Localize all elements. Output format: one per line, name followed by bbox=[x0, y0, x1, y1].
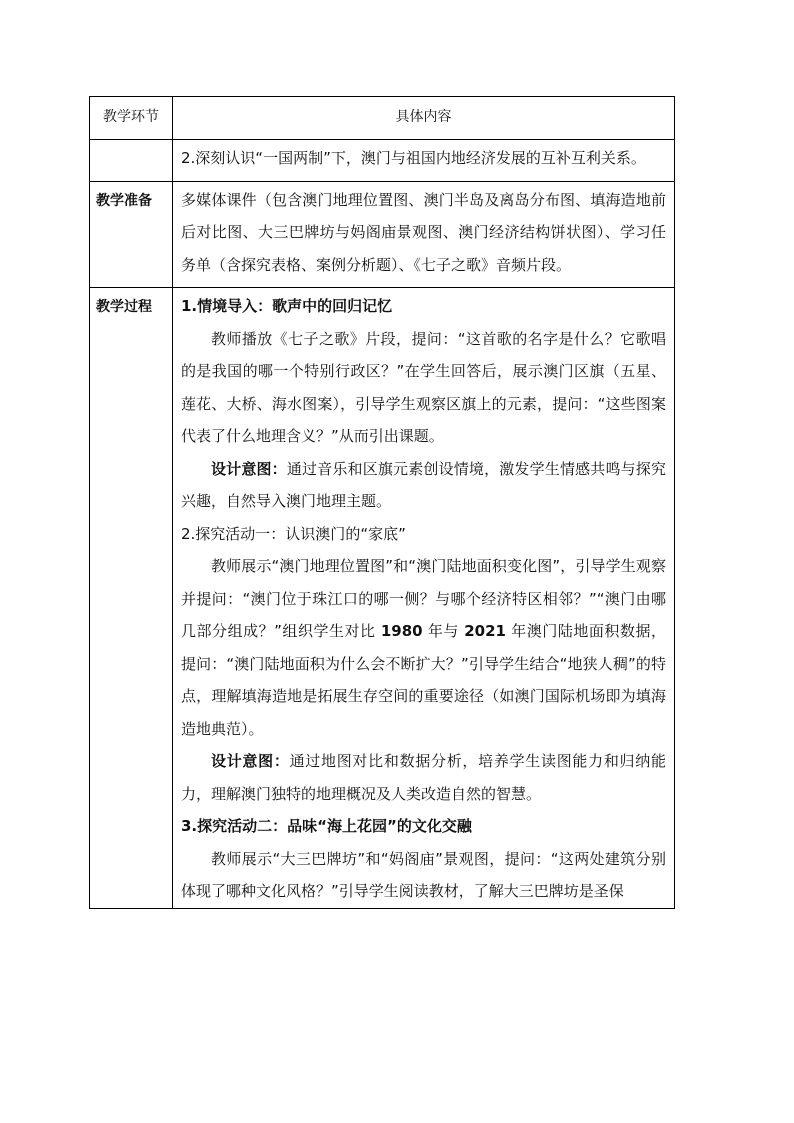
prep-cell bbox=[173, 181, 675, 288]
table-header-row bbox=[90, 97, 675, 140]
header-cell-content bbox=[173, 97, 675, 140]
goal-cell bbox=[173, 140, 675, 182]
process-label: 教学过程 bbox=[90, 288, 173, 909]
empty-label-cell bbox=[90, 140, 173, 182]
text-run: 年澳门陆地面积数据，提问：“澳门陆地面积为什么会不断扩大？”引导学生结合“地狭人稠”的特点，理解填海造地是拓展生存空间的重要途径（如澳门国际机场即为填海造地典范）。 bbox=[181, 622, 666, 738]
section-text: 教师播放《七子之歌》片段，提问：“这首歌的名字是什么？它歌唱的是我国的哪一个特别行政区？”在学生回答后，展示澳门区旗（五星、莲花、大桥、海水图案），引导学生观察区旗上的元素，提问：“这些图案代表了什么地理含义？”从而引出课题。 bbox=[181, 329, 666, 445]
table-row bbox=[90, 140, 675, 182]
design-intent-text: 通过地图对比和数据分析，培养学生读图能力和归纳能力，理解澳门独特的地理概况及人类改造自然的智慧。 bbox=[181, 752, 666, 803]
lesson-plan-table bbox=[89, 96, 675, 909]
section-text bbox=[181, 550, 666, 745]
year-value: 1980 bbox=[380, 622, 423, 640]
design-intent-label: 设计意图： bbox=[211, 459, 287, 478]
header-cell-stage bbox=[90, 97, 173, 140]
design-intent-label: 设计意图： bbox=[211, 752, 290, 770]
section-title: 1.情境导入：歌声中的回归记忆 bbox=[181, 297, 393, 315]
design-intent bbox=[181, 453, 666, 518]
prep-text: 多媒体课件（包含澳门地理位置图、澳门半岛及离岛分布图、填海造地前后对比图、大三巴牌坊与妈阁庙景观图、澳门经济结构饼状图）、学习任务单（含探究表格、案例分析题）、《七子之歌》音频片段。 bbox=[181, 190, 666, 274]
goal-text: 2.深刻认识“一国两制”下，澳门与祖国内地经济发展的互补互利关系。 bbox=[181, 149, 646, 167]
text-run: 教师展示“澳门地理位置图”和“澳门陆地面积变化图”，引导学生观察并提问：“澳门位于珠江口的哪一侧？与哪个经济特区相邻？”“澳门由哪几部分组成？”组织学生对比 bbox=[181, 557, 666, 640]
header-content: 具体内容 bbox=[395, 109, 452, 125]
section-title: 3.探究活动二：品味“海上花园”的文化交融 bbox=[181, 817, 472, 835]
design-intent bbox=[181, 745, 666, 810]
year-value: 2021 bbox=[464, 622, 506, 640]
design-intent-text: 通过音乐和区旗元素创设情境，激发学生情感共鸣与探究兴趣，自然导入澳门地理主题。 bbox=[181, 459, 666, 510]
section-title: 2.探究活动一：认识澳门的“家底” bbox=[181, 524, 406, 543]
table-row bbox=[90, 288, 675, 909]
text-run: 年与 bbox=[422, 622, 465, 640]
prep-label: 教学准备 bbox=[90, 181, 173, 288]
section-text: 教师展示“大三巴牌坊”和“妈阁庙”景观图，提问：“这两处建筑分别体现了哪种文化风格？”引导学生阅读教材，了解大三巴牌坊是圣保 bbox=[181, 849, 666, 900]
process-cell bbox=[173, 288, 675, 909]
header-stage: 教学环节 bbox=[103, 109, 159, 125]
table-row bbox=[90, 181, 675, 288]
